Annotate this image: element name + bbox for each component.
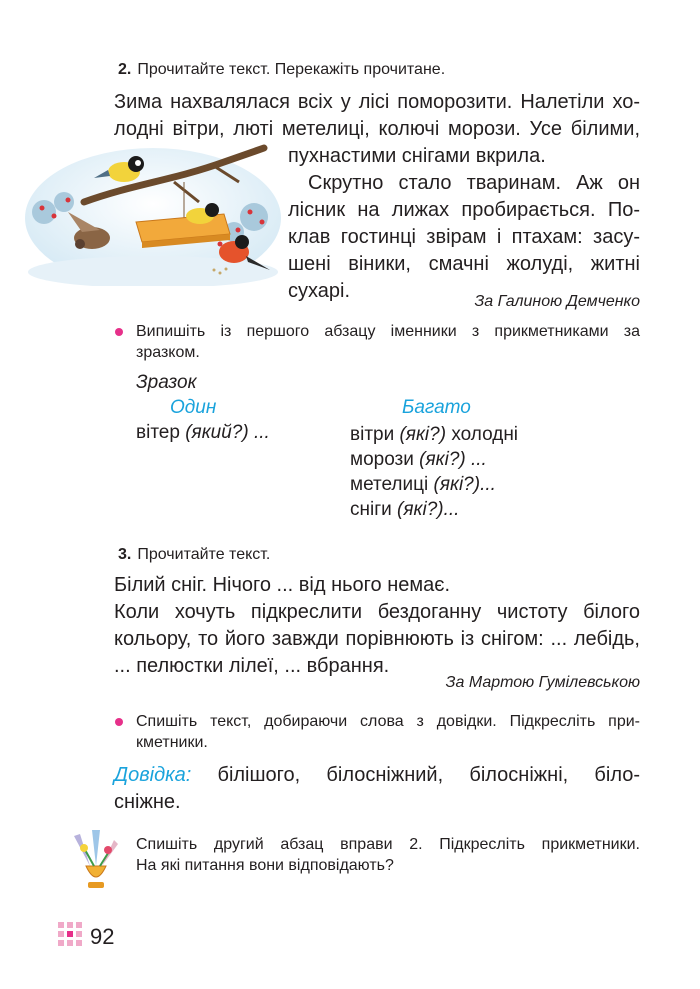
task3-line-4: ... пелюстки лілеї, ... вбрання. [114, 655, 390, 677]
homework-line-1: Спишіть другий абзац вправи 2. Підкресліть прикметники. [136, 836, 640, 853]
column-one-header: Один [170, 397, 217, 418]
task2-line-5: лісник на лижах пробирається. По- [288, 199, 640, 221]
hint-words: білішого, білосніжний, білосніжні, біло- [191, 764, 640, 786]
bullet-marker [115, 328, 123, 336]
hint-line-2: сніжне. [114, 791, 181, 813]
bird-feeder-picture [24, 142, 282, 286]
task2-heading-text: Прочитайте текст. Перекажіть прочитане. [137, 61, 446, 78]
task3-line-2 [114, 599, 640, 626]
hint-label: Довідка: [114, 764, 192, 786]
list-question: (які?)... [397, 499, 460, 520]
list-question: (які?)... [433, 474, 496, 495]
homework-vase-icon [66, 826, 126, 890]
task2-line-7: шені віники, смачні жолуді, житні [288, 253, 640, 275]
task3-number: 3. [118, 546, 132, 563]
task2-instruction-line-1: Випишіть із першого абзацу іменники з прикметниками за [136, 323, 640, 340]
list-word: вітри [350, 424, 400, 445]
task3-instruction-line-2: кметники. [136, 734, 208, 751]
column-many-header: Багато [402, 397, 471, 418]
sample-word: вітер [136, 422, 186, 443]
list-question: (які?) ... [419, 449, 487, 470]
task3-line-2-text: Коли хочуть підкреслити бездоганну чистоту білого [114, 601, 640, 623]
list-item [350, 497, 518, 522]
task3-line-1: Білий сніг. Нічого ... від нього немає. [114, 574, 451, 596]
sample-one-row [136, 422, 270, 444]
task2-number: 2. [118, 61, 132, 78]
task2-line-4: Скрутно стало тваринам. Аж он [308, 172, 640, 194]
list-tail: холодні [446, 424, 519, 445]
sample-many-list [350, 422, 518, 522]
task2-author: За Галиною Демченко [474, 293, 640, 310]
list-word: сніги [350, 499, 398, 520]
list-item [350, 447, 518, 472]
task3-author: За Мартою Гумілевською [445, 674, 640, 691]
task2-instruction-line-2: зразком. [136, 344, 200, 361]
task2-heading [118, 60, 445, 80]
task3-heading-text: Прочитайте текст. [137, 546, 271, 563]
task3-instruction-line-1: Спишіть текст, добираючи слова з довідки. Підкресліть при- [136, 713, 640, 730]
sample-question: (який?) ... [185, 422, 270, 443]
task2-line-3: пухнастими снігами вкрила. [288, 145, 546, 167]
task2-line-1: Зима нахвалялася всіх у лісі поморозити. Налетіли хо- [114, 91, 640, 113]
list-item [350, 422, 518, 447]
task2-line-6: клав гостинці звірам і птахам: засу- [288, 226, 640, 248]
task2-line-2: лодні вітри, люті метелиці, колючі морози. Усе білими, [114, 118, 640, 140]
page-number: 92 [90, 924, 115, 949]
bullet-marker [115, 718, 123, 726]
sample-label: Зразок [136, 372, 197, 393]
winter-birds-illustration [24, 142, 282, 286]
list-item [350, 472, 518, 497]
hint-line-1 [114, 762, 640, 789]
list-word: морози [350, 449, 420, 470]
list-word: метелиці [350, 474, 434, 495]
task3-heading [118, 545, 270, 565]
homework-line-2: На які питання вони відповідають? [136, 857, 394, 874]
task2-line-8: сухарі. [288, 280, 351, 302]
list-question: (які?) [399, 424, 447, 445]
task3-line-3: кольору, то його завжди порівнюють із снігом: ... лебідь, [114, 628, 640, 650]
page-ornament-icon [56, 920, 84, 948]
